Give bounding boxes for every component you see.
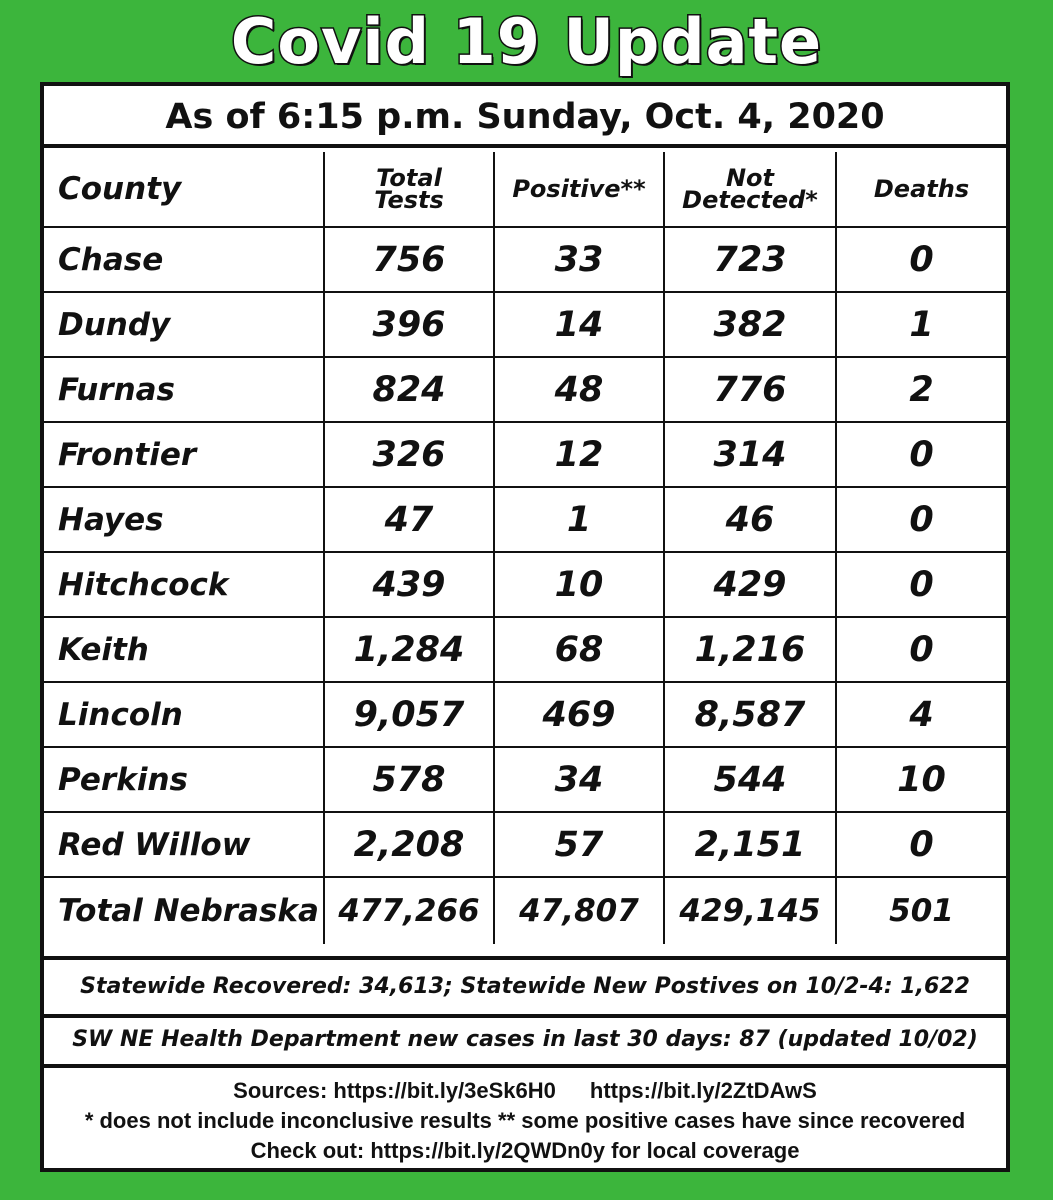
total-label-cell: Total Nebraska xyxy=(44,877,324,944)
sources-line xyxy=(44,1076,1006,1106)
table-header-row xyxy=(44,152,1006,227)
not-detected-cell: 544 xyxy=(664,747,836,812)
positive-cell: 10 xyxy=(494,552,664,617)
county-table xyxy=(44,152,1006,944)
county-cell: Furnas xyxy=(44,357,324,422)
total-tests-cell: 9,057 xyxy=(324,682,494,747)
not-detected-cell: 46 xyxy=(664,487,836,552)
positive-cell: 33 xyxy=(494,227,664,292)
column-header-county: County xyxy=(44,152,324,227)
column-header-positive: Positive** xyxy=(494,152,664,227)
county-cell: Hitchcock xyxy=(44,552,324,617)
positive-cell: 47,807 xyxy=(494,877,664,944)
deaths-cell: 0 xyxy=(836,422,1006,487)
sources-link-1[interactable]: Sources: https://bit.ly/3eSk6H0 xyxy=(233,1078,556,1103)
as-of-timestamp: As of 6:15 p.m. Sunday, Oct. 4, 2020 xyxy=(44,86,1006,148)
page-title: Covid 19 Update xyxy=(230,5,823,78)
column-header-not-detected xyxy=(664,152,836,227)
not-detected-cell: 2,151 xyxy=(664,812,836,877)
not-detected-cell: 429 xyxy=(664,552,836,617)
deaths-cell: 2 xyxy=(836,357,1006,422)
county-cell: Red Willow xyxy=(44,812,324,877)
table-row xyxy=(44,227,1006,292)
total-tests-cell: 824 xyxy=(324,357,494,422)
table-row xyxy=(44,487,1006,552)
table-row xyxy=(44,422,1006,487)
deaths-cell: 501 xyxy=(836,877,1006,944)
health-department-note: SW NE Health Department new cases in last 30 days: 87 (updated 10/02) xyxy=(44,1018,1006,1068)
table-row xyxy=(44,682,1006,747)
column-header-deaths: Deaths xyxy=(836,152,1006,227)
county-cell: Lincoln xyxy=(44,682,324,747)
positive-cell: 57 xyxy=(494,812,664,877)
deaths-cell: 1 xyxy=(836,292,1006,357)
total-tests-cell: 326 xyxy=(324,422,494,487)
footnotes xyxy=(44,1074,1006,1168)
positive-cell: 12 xyxy=(494,422,664,487)
total-tests-cell: 2,208 xyxy=(324,812,494,877)
not-detected-cell: 776 xyxy=(664,357,836,422)
positive-cell: 1 xyxy=(494,487,664,552)
not-detected-cell: 314 xyxy=(664,422,836,487)
deaths-cell: 0 xyxy=(836,227,1006,292)
county-cell: Keith xyxy=(44,617,324,682)
county-cell: Frontier xyxy=(44,422,324,487)
total-tests-cell: 756 xyxy=(324,227,494,292)
column-header-total-tests xyxy=(324,152,494,227)
column-header-total-tests-line2: Tests xyxy=(374,186,444,214)
positive-cell: 469 xyxy=(494,682,664,747)
positive-cell: 14 xyxy=(494,292,664,357)
positive-cell: 48 xyxy=(494,357,664,422)
table-row xyxy=(44,357,1006,422)
local-coverage-link[interactable]: Check out: https://bit.ly/2QWDn0y for local coverage xyxy=(250,1138,800,1163)
not-detected-cell: 723 xyxy=(664,227,836,292)
positive-cell: 68 xyxy=(494,617,664,682)
column-header-not-detected-line1: Not xyxy=(725,164,775,192)
county-cell: Dundy xyxy=(44,292,324,357)
sources-link-2[interactable]: https://bit.ly/2ZtDAwS xyxy=(589,1078,817,1103)
deaths-cell: 0 xyxy=(836,812,1006,877)
table-row xyxy=(44,292,1006,357)
not-detected-cell: 382 xyxy=(664,292,836,357)
table-row xyxy=(44,552,1006,617)
total-tests-cell: 477,266 xyxy=(324,877,494,944)
footnote-text: * does not include inconclusive results ** some positive cases have since recovered xyxy=(84,1108,966,1133)
deaths-cell: 0 xyxy=(836,552,1006,617)
county-cell: Hayes xyxy=(44,487,324,552)
not-detected-cell: 1,216 xyxy=(664,617,836,682)
total-tests-cell: 439 xyxy=(324,552,494,617)
positive-cell: 34 xyxy=(494,747,664,812)
county-cell: Chase xyxy=(44,227,324,292)
table-row xyxy=(44,617,1006,682)
statewide-summary: Statewide Recovered: 34,613; Statewide New Postives on 10/2-4: 1,622 xyxy=(44,956,1006,1018)
total-tests-cell: 396 xyxy=(324,292,494,357)
table-row xyxy=(44,747,1006,812)
county-cell: Perkins xyxy=(44,747,324,812)
not-detected-cell: 8,587 xyxy=(664,682,836,747)
column-header-total-tests-line1: Total xyxy=(376,164,442,192)
update-panel xyxy=(40,82,1010,1172)
total-tests-cell: 578 xyxy=(324,747,494,812)
total-row xyxy=(44,877,1006,944)
deaths-cell: 10 xyxy=(836,747,1006,812)
not-detected-cell: 429,145 xyxy=(664,877,836,944)
deaths-cell: 0 xyxy=(836,487,1006,552)
table-row xyxy=(44,812,1006,877)
column-header-not-detected-line2: Detected* xyxy=(682,186,818,214)
deaths-cell: 4 xyxy=(836,682,1006,747)
total-tests-cell: 1,284 xyxy=(324,617,494,682)
deaths-cell: 0 xyxy=(836,617,1006,682)
total-tests-cell: 47 xyxy=(324,487,494,552)
